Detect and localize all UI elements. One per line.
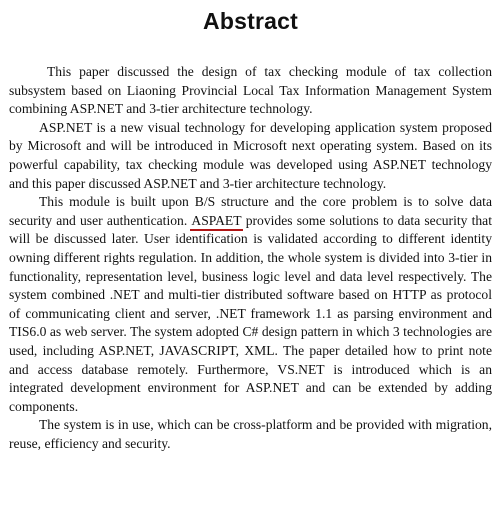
paragraph-3-rest: provides some solutions to data security that will be discussed later. User identification is validated according to different identity owning different rights regulation. In addition, the whole system is divided into 3-tier in functionality, representation level, business logic level and data level respectively. The system combined .NET and multi-tier distributed software based on HTTP as protocol of communicating client and server, .NET framework 1.1 as parsing environment and TIS6.0 as web server. The system adopted C# design pattern in which 3 technologies are used, including ASP.NET, JAVASCRIPT, XML. The paper detailed how to print note and access database remotely. Furthermore, VS.NET is introduced which is an integrated development environment for ASP.NET and can be extended by adding components. xyxy=(9,212,492,414)
paragraph-4: The system is in use, which can be cross-platform and be provided with migration, reuse, efficiency and security. xyxy=(9,417,492,451)
paragraph-3-start: This module is built upon B/S structure and the core problem is to solve data security and user authentication. xyxy=(9,194,492,228)
abstract-title: Abstract xyxy=(203,8,298,34)
paragraph-2: ASP.NET is a new visual technology for developing application system proposed by Microsoft and will be introduced in Microsoft next operating system. Based on its powerful capability, tax checking module was developed using ASP.NET technology and this paper discussed ASP.NET and 3-tier architecture technology. xyxy=(9,119,492,191)
paragraph-3 xyxy=(9,193,492,416)
paragraph-1: This paper discussed the design of tax checking module of tax collection subsystem based on Liaoning Provincial Local Tax Information Management System combining ASP.NET and 3-tier architecture technology. xyxy=(9,64,492,117)
abstract-body xyxy=(9,63,492,453)
underlined-word-aspaet: ASPAET xyxy=(191,212,241,231)
